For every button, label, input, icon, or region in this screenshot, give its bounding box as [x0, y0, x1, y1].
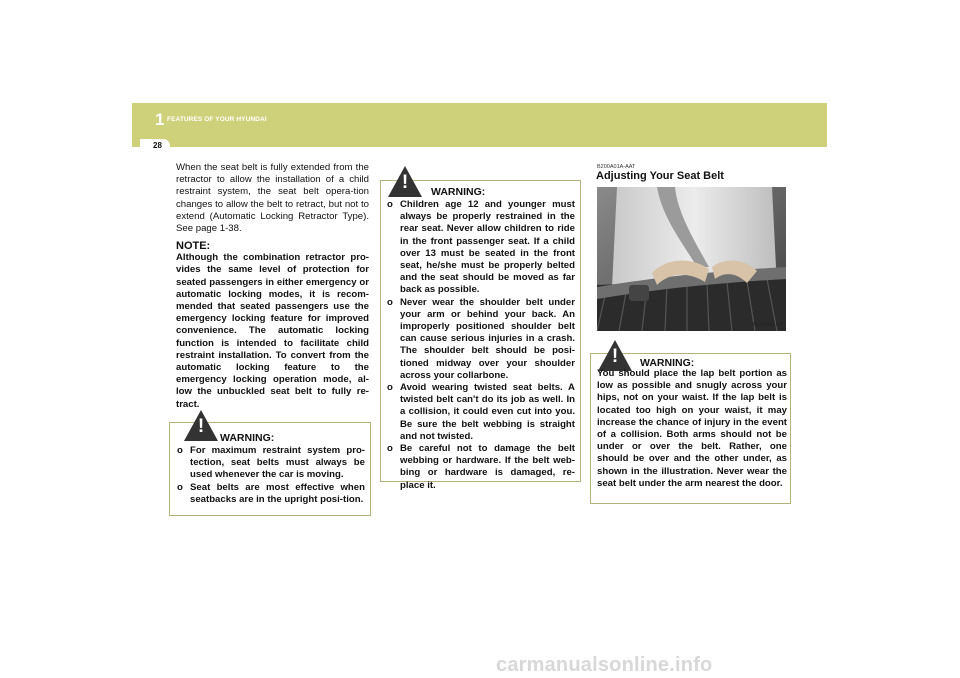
header-band	[132, 103, 827, 147]
chapter-number: 1	[155, 110, 165, 129]
page-number: 28	[140, 139, 170, 153]
chapter-title: FEATURES OF YOUR HYUNDAI	[167, 116, 267, 123]
warning-list-b	[387, 199, 575, 492]
section-title: Adjusting Your Seat Belt	[596, 170, 724, 182]
list-item: o Seat belts are most effective when seatbacks are in the upright posi-tion.	[177, 481, 365, 505]
seat-belt-illustration	[597, 187, 786, 331]
list-item: o Never wear the shoulder belt under your arm or behind your back. An improperly positioned shoulder belt can cause serious injuries in a crash. The shoulder belt should be posi-tioned midway over your shoulder across your collarbone.	[387, 296, 575, 381]
column-1	[176, 162, 369, 411]
note-body: Although the combination retractor pro-vides the same level of protection for seated passengers in either emergency or automatic locking modes, it is recom-mended that seated passengers use the emergency locking feature for improved convenience. The automatic locking function is intended to facilitate child restraint installation. To convert from the automatic locking feature to the emergency locking operation mode, al-low the unbuckled seat belt to fully re-tract.	[176, 252, 369, 410]
list-item: o Be careful not to damage the belt webbing or hardware. If the belt web-bing or hardware is damaged, re-place it.	[387, 443, 575, 491]
intro-paragraph: When the seat belt is fully extended from the retractor to allow the installation of a child restraint system, the seat belt opera-tion changes to allow the belt to retract, but not to extend (Automatic Locking Retractor Type). See page 1-38.	[176, 162, 369, 235]
warning-list-a	[177, 445, 365, 506]
section-code: B200A01A-AAT	[597, 164, 636, 170]
warning-text-c: You should place the lap belt portion as low as possible and snugly across your hips, not on your waist. If the lap belt is located too high on your waist, it may increase the chance of injury in the event of a collision. Both arms should not be under or over the belt. Rather, one should be over and the other under, as shown in the illustration. Never wear the seat belt under the arm nearest the door.	[597, 368, 787, 489]
warning-title-c: WARNING:	[640, 357, 695, 369]
warning-title-b: WARNING:	[431, 186, 486, 198]
warning-title-a: WARNING:	[220, 432, 275, 444]
list-item: o Children age 12 and younger must always be properly restrained in the rear seat. Never allow children to ride in the front passenger seat. If a child over 13 must be seated in the front seat, he/she must be properly belted and the seat should be moved as far back as possible.	[387, 199, 575, 296]
list-item: o Avoid wearing twisted seat belts. A twisted belt can't do its job as well. In a collision, it could even cut into you. Be sure the belt webbing is straight and not twisted.	[387, 382, 575, 442]
warning-icon: !	[598, 340, 632, 371]
note-title: NOTE:	[176, 240, 211, 253]
warning-icon: !	[184, 410, 218, 441]
list-item: o For maximum restraint system pro-tection, seat belts must always be used whenever the car is moving.	[177, 445, 365, 481]
image-code: B200A01NF	[753, 322, 783, 328]
watermark: carmanualsonline.info	[496, 654, 713, 676]
warning-icon: !	[388, 166, 422, 197]
